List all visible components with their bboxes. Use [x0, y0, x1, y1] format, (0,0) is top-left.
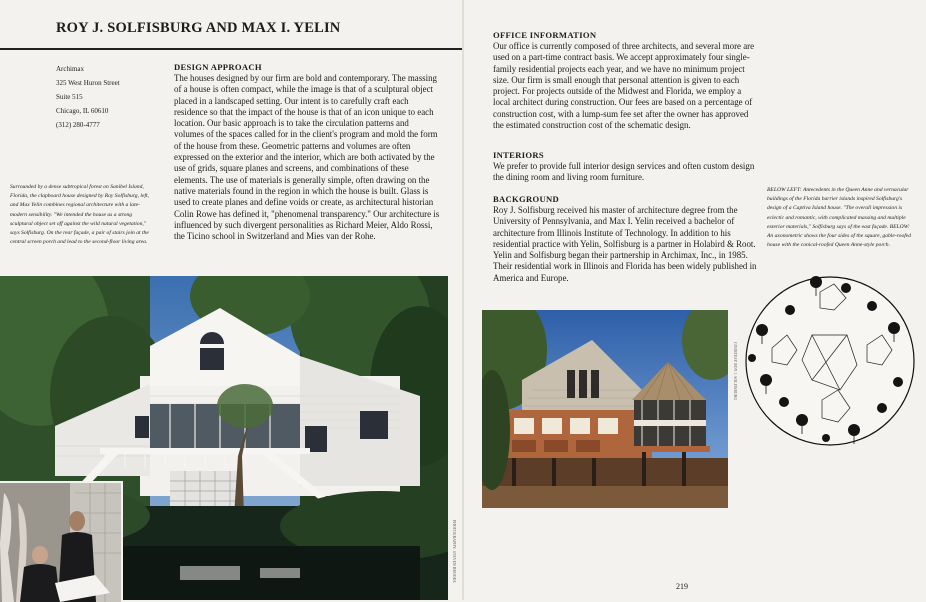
background-heading: BACKGROUND: [493, 194, 560, 204]
drawing-credit-right: COURTESY ROY J. SOLFISBURG: [733, 342, 737, 401]
caption-left: Surrounded by a dense subtropical forest on Sanibel Island, Florida, the clapboard house designed by Roy Solfisburg, left, and Max Yelin combines regional architecture with a late-modern sensibility. "We intended the house as a strong sculptural object set off against the wild natural vegetation," says Solfisburg. On the rear façade, a pair of stairs join at the central screen porch and lead to the second-floor living area.: [10, 184, 149, 246]
section-design-approach: [174, 62, 440, 242]
firm-street: 325 West Huron Street: [56, 79, 120, 87]
firm-address: [56, 62, 120, 132]
office-information-text: Our office is currently composed of three architects, and several more are used on a part-time contract basis. We accept approximately four single-family residential projects each year, and we have no minimum project size. Our firm is small enough that personal attention is given to each project. For projects outside of the Midwest and Florida, we employ a local architect during construction. Our fees are based on a percentage of construction cost, with a lump-sum fee set after the owner has approved the estimated construction cost of the schematic design.: [493, 41, 755, 131]
design-approach-heading: DESIGN APPROACH: [174, 62, 262, 72]
section-interiors: [493, 150, 758, 184]
firm-suite: Suite 515: [56, 93, 83, 101]
section-background: [493, 194, 758, 284]
page-gutter: [462, 0, 464, 600]
firm-phone: (312) 280-4777: [56, 121, 100, 129]
photo-credit-left: PHOTOGRAPHY: STEVEN BROOKE: [452, 520, 456, 583]
axonometric-drawing: [742, 270, 918, 452]
interiors-heading: INTERIORS: [493, 150, 544, 160]
office-information-heading: OFFICE INFORMATION: [493, 30, 597, 40]
firm-name: Archimax: [56, 65, 84, 73]
captiva-house-photo: [482, 310, 728, 508]
page-title: ROY J. SOLFISBURG AND MAX I. YELIN: [56, 20, 341, 36]
architects-portrait-photo: [0, 481, 123, 602]
title-rule: [0, 48, 462, 50]
firm-city: Chicago, IL 60610: [56, 107, 109, 115]
background-text: Roy J. Solfisburg received his master of architecture degree from the University of Pennsylvania, and Max I. Yelin received a bachelor of architecture from Illinois Institute of Technology. In addition to his residential practice with Yelin, Solfisburg is a partner in Holabird & Root. Yelin and Solfisburg began their partnership in Archimax, Inc., in 1985. Their residential work in Illinois and Florida has been widely published in America and Europe.: [493, 205, 757, 283]
interiors-text: We prefer to provide full interior design services and often custom design the dining room and living room furniture.: [493, 161, 755, 183]
caption-right: BELOW LEFT: Antecedents in the Queen Anne and vernacular buildings of the Florida barrier islands inspired Solfisburg's design of a Captiva Island house. "The overall impression is eclectic and romantic, with complicated massing and multiple exterior materials," Solfisburg says of the east façade. BELOW: An axonometric shows the four sides of the square, gable-roofed house with the conical-roofed Queen Anne-style porch.: [767, 187, 912, 249]
section-office-information: [493, 30, 758, 131]
design-approach-text: The houses designed by our firm are bold and contemporary. The massing of a house is often compact, while the image is that of a sculptural object placed in a landscaped setting. Our intent is to carefully craft each residence so that the impact of the house is that of an icon unique to each location. Our basic approach is to take the circulation patterns and volumes of the spaces called for in the client's program and mold the form of the house from these. Geometric patterns and volumes are often expressed on the exterior and the interior, which are both activated by the use of grids, square planes and screens, and combinations of these elements. The use of materials is generally simple, often drawing on the native materials found in the region in which the house is built. Glass is used to create planes and define voids or create, as architectural historian Colin Rowe has defined it, "phenomenal transparency." Our architecture is influenced by such divergent personalities as Richard Meier, Aldo Rossi, the Ticino school in Switzerland and Mies van der Rohe.: [174, 73, 440, 242]
page-number: 219: [676, 582, 688, 591]
